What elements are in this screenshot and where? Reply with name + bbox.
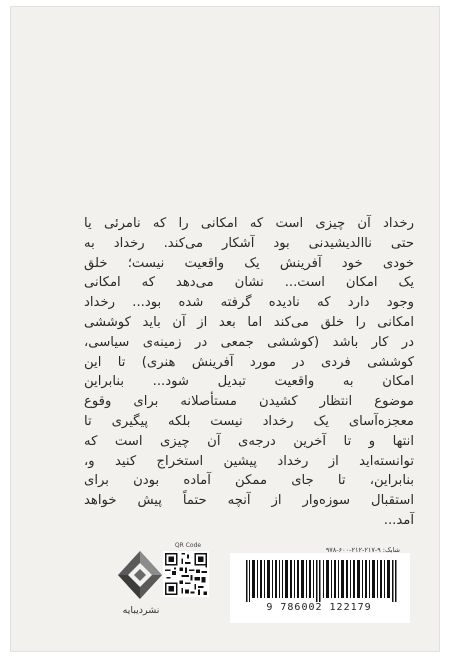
blurb-line: در کار باشد (کوششی جمعی در زمینه‌ی سیاسی، [84, 334, 414, 350]
qr-code-icon [163, 551, 209, 597]
barcode-icon [242, 560, 402, 602]
publisher-logo-icon [110, 545, 170, 605]
blurb-line: امکانی را خلق می‌کند اما بعد از آن باید کوششی [84, 314, 414, 330]
back-cover-blurb [84, 214, 414, 531]
blurb-line: رخداد آن چیزی است که امکانی را که نامرئی یا [84, 216, 414, 231]
blurb-line: توانسته‌اید از رخداد پیشین استخراج کنید و، [84, 453, 414, 469]
blurb-line: یک امکان است... نشان می‌دهد که امکانی [84, 275, 414, 291]
publisher-name: نشردیبایه [122, 605, 160, 616]
barcode-number: 9 786002 122179 [266, 602, 372, 613]
blurb-line: وجود دارد که نادیده گرفته شده بود... رخداد [84, 295, 414, 311]
blurb-line: بنابراین، تا جای ممکن آماده بودن برای [84, 473, 414, 489]
blurb-line: استقبال سوزه‌وار از آنچه حتماً پیش خواهد [84, 493, 414, 509]
blurb-line: آمد... [383, 512, 414, 528]
blurb-line: کوششی فردی در مورد آفرینش هنری) تا این [84, 354, 414, 370]
blurb-line: انتها و تا آخرین درجه‌ی آن چیزی است که [84, 433, 414, 449]
qr-code-label: QR Code [174, 542, 202, 549]
blurb-line: خودی خود آفرینش یک واقعیت نیست؛ خلق [84, 255, 414, 271]
blurb-line: امکان به واقعیت تبدیل شود... بنابراین [84, 374, 414, 390]
blurb-line: حتی ناالدیشیدنی بود آشکار می‌کند. رخداد به [84, 235, 414, 251]
isbn-label: شابک: ۹-۲۱۷-۲۱۲-۶۰۰-۹۷۸ [325, 546, 400, 554]
blurb-line: معجزه‌آسای یک رخداد نیست بلکه پیگیری تا [84, 413, 414, 429]
blurb-line: موضوع انتظار کشیدن مستأصلانه برای وقوع [84, 394, 414, 410]
